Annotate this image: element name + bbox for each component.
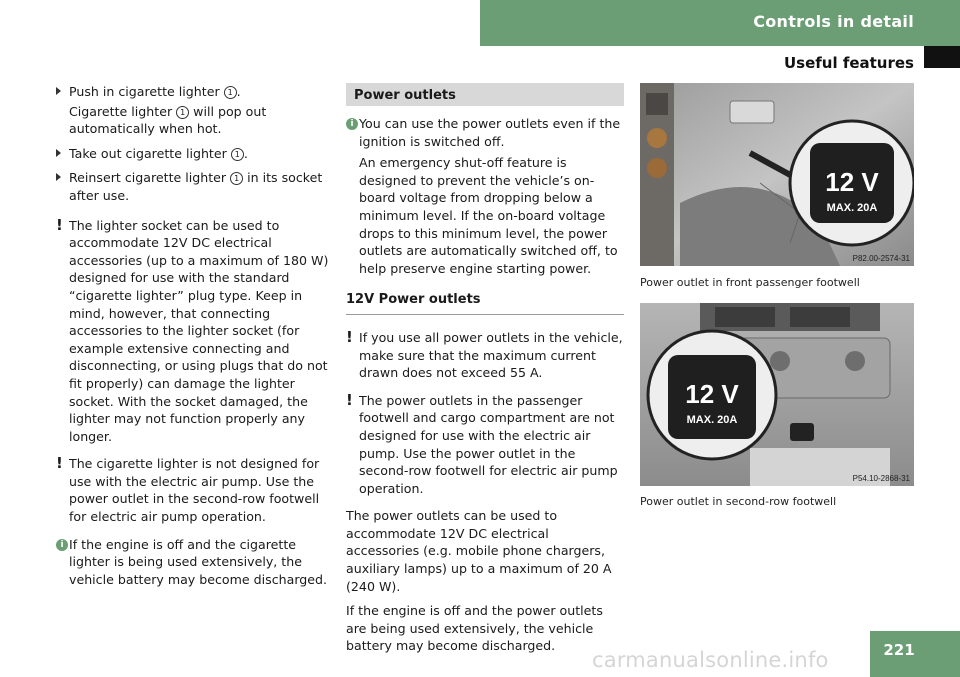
note-text: You can use the power outlets even if the ignition is switched off.	[359, 116, 621, 149]
step-text: Take out cigarette lighter	[69, 145, 227, 161]
figure-front-passenger-outlet	[640, 83, 914, 266]
header-marker	[924, 46, 960, 68]
step-arrow-icon	[56, 173, 61, 181]
body-paragraph: The power outlets can be used to accommodate 12V DC electrical accessories (e.g. mobile phone chargers, auxiliary lamps) up to a maximum of 20 A (240 W).	[346, 508, 612, 594]
callout-1-icon: 1	[176, 106, 189, 119]
callout-1-icon: 1	[230, 172, 243, 185]
step-reinsert-lighter	[56, 169, 332, 204]
info-icon: i	[56, 539, 68, 551]
warning-note	[56, 455, 332, 525]
outlet-rating: MAX. 20A	[686, 414, 738, 426]
info-icon: i	[346, 118, 358, 130]
subsection-heading: 12V Power outlets	[346, 291, 624, 315]
warning-note	[346, 392, 624, 498]
note-text: The lighter socket can be used to accommodate 12V DC electrical accessories (up to a maximum of 180 W) designed for use with the standard “cigarette lighter” plug type. Keep in mind, however, that connecting accessories to the lighter socket (for example extensive connecting and disconnecting, or using plugs that do not fit properly) can damage the lighter socket. With the socket damaged, the lighter may not function properly any longer.	[69, 217, 329, 444]
middle-column	[346, 83, 624, 662]
step-text: Push in cigarette lighter	[69, 84, 220, 99]
step-text: Reinsert cigarette lighter	[69, 170, 227, 186]
page-number: 221	[883, 641, 915, 659]
warning-note	[56, 217, 332, 446]
info-note	[56, 536, 332, 589]
step-take-out-lighter: Take out cigarette lighter 1 .	[56, 145, 332, 163]
section-heading: Power outlets	[346, 83, 624, 106]
note-text: If you use all power outlets in the vehicle, make sure that the maximum current drawn does not exceed 55 A.	[359, 329, 623, 381]
footwell-photo	[640, 83, 914, 266]
figure-caption: Power outlet in second-row footwell	[640, 495, 837, 508]
figure-second-row-outlet	[640, 303, 914, 486]
note-text: The cigarette lighter is not designed for use with the electric air pump. Use the power outlet in the second-row footwell for electric air pump operation.	[69, 456, 320, 525]
step-text: Cigarette lighter	[69, 103, 173, 119]
step-text: in its socket after use.	[69, 170, 323, 203]
callout-1-icon: 1	[224, 86, 237, 99]
figure-code: P82.00-2574-31	[852, 254, 910, 263]
warning-icon: !	[56, 215, 63, 234]
step-text: will pop out automatically when hot.	[69, 103, 267, 137]
outlet-label: 12 V	[825, 167, 879, 197]
left-column	[56, 83, 332, 598]
warning-icon: !	[346, 390, 353, 409]
info-note	[346, 115, 624, 150]
step-push-lighter: Push in cigarette lighter 1 .	[56, 83, 332, 101]
page-number-box	[870, 631, 960, 677]
warning-note	[346, 329, 624, 382]
console-photo	[640, 303, 914, 486]
outlet-rating: MAX. 20A	[826, 202, 878, 214]
callout-1-icon: 1	[231, 148, 244, 161]
step-arrow-icon	[56, 87, 61, 95]
outlet-label: 12 V	[685, 379, 739, 409]
step-arrow-icon	[56, 149, 61, 157]
note-text: The power outlets in the passenger footwell and cargo compartment are not designed for use with the electric air pump. Use the power outlet in the second-row footwell for electric air pump operation.	[359, 392, 618, 496]
body-paragraph: If the engine is off and the power outlets are being used extensively, the vehicle battery may become discharged.	[346, 603, 603, 654]
note-text: If the engine is off and the cigarette lighter is being used extensively, the vehicle battery may become discharged.	[69, 536, 328, 587]
warning-icon: !	[346, 327, 353, 346]
step-result	[69, 103, 332, 138]
figure-caption: Power outlet in front passenger footwell	[640, 276, 860, 289]
chapter-title: Controls in detail	[753, 12, 914, 31]
section-title: Useful features	[783, 54, 914, 72]
figure-code: P54.10-2868-31	[852, 474, 910, 483]
warning-icon: !	[56, 454, 63, 473]
watermark: carmanualsonline.info	[592, 648, 829, 672]
info-note-continued: An emergency shut-off feature is designed to prevent the vehicle’s on-board voltage from dropping below a minimum level. If the on-board voltage drops to this minimum level, the power outlets are automatically switched off, to help preserve engine starting power.	[359, 155, 618, 276]
